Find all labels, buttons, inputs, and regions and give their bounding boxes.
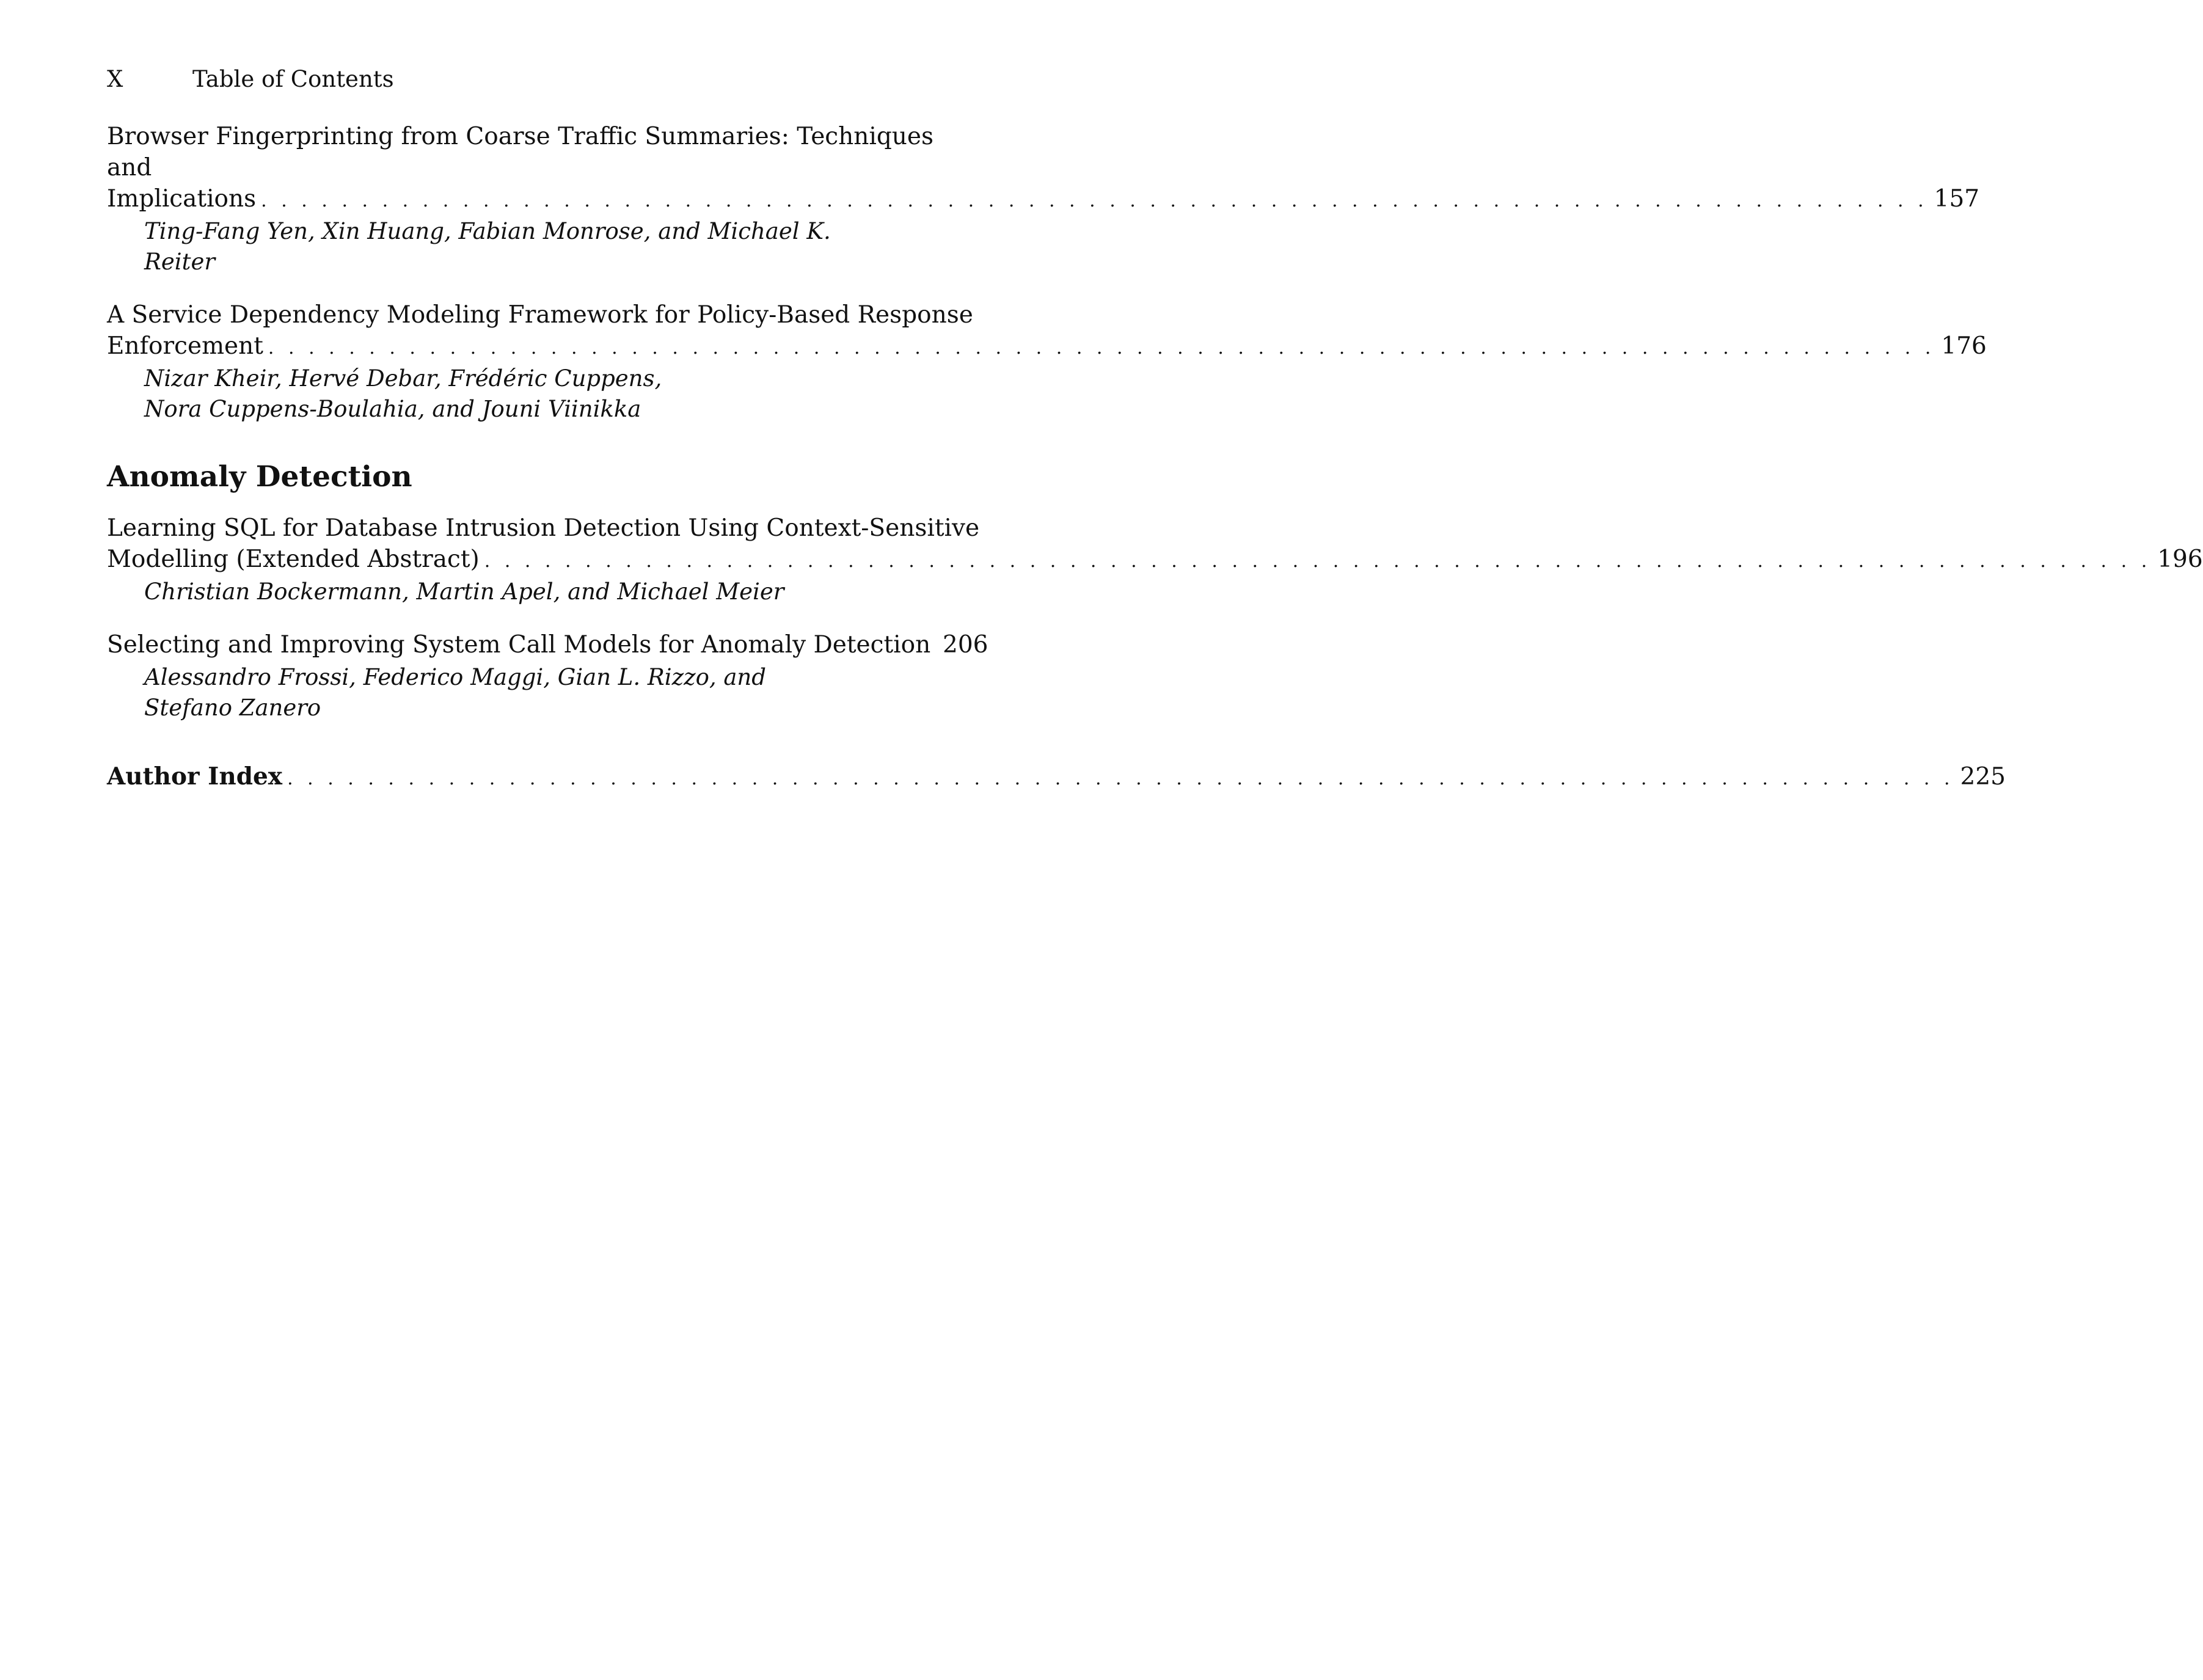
- entry-title-line: Learning SQL for Database Intrusion Detection Using Context-Sensitive: [107, 514, 980, 542]
- entry-page-number: 196: [2157, 546, 2203, 573]
- page-folio: X: [107, 66, 123, 92]
- author-index-page-number: 225: [1960, 763, 2006, 791]
- entry-title-line: A Service Dependency Modeling Framework for Policy-Based Response: [107, 301, 973, 329]
- dot-leader: . . . . . . . . . . . . . . . . . . . . . . . . . . . . . . . . . . . . . . . . . . . . . . . . . . . . . . . . . . . . . . . . . . . . . . . . . . . . . . . . . . .: [287, 768, 1954, 789]
- toc-entry[interactable]: [107, 513, 2203, 607]
- dot-leader: [935, 631, 937, 662]
- authors-line: Nizar Kheir, Hervé Debar, Frédéric Cuppens,: [144, 365, 662, 392]
- authors-line: Christian Bockermann, Martin Apel, and Michael Meier: [144, 579, 784, 605]
- author-index-entry[interactable]: [107, 761, 2006, 794]
- entry-title-end: Enforcement: [107, 332, 263, 360]
- entry-title-last-line: [107, 331, 1987, 363]
- entry-authors: [107, 577, 985, 607]
- entry-title-last-line: [107, 629, 988, 662]
- entry-title-end: Selecting and Improving System Call Models for Anomaly Detection: [107, 631, 931, 659]
- dot-leader: . . . . . . . . . . . . . . . . . . . . . . . . . . . . . . . . . . . . . . . . . . . . . . . . . . . . . . . . . . . . . . . . . . . . . . . . . . . . . . . . . . .: [261, 190, 1928, 211]
- authors-line: Ting-Fang Yen, Xin Huang, Fabian Monrose, and Michael K. Reiter: [144, 218, 831, 275]
- running-head-title: Table of Contents: [192, 66, 394, 92]
- entry-authors: [107, 216, 985, 277]
- running-head: [107, 66, 985, 93]
- dot-leader: . . . . . . . . . . . . . . . . . . . . . . . . . . . . . . . . . . . . . . . . . . . . . . . . . . . . . . . . . . . . . . . . . . . . . . . . . . . . . . . . . . .: [484, 550, 2152, 572]
- entry-title-last-line: [107, 183, 1980, 216]
- entry-title-line: Browser Fingerprinting from Coarse Traffic Summaries: Techniques and: [107, 123, 934, 181]
- dot-leader: . . . . . . . . . . . . . . . . . . . . . . . . . . . . . . . . . . . . . . . . . . . . . . . . . . . . . . . . . . . . . . . . . . . . . . . . . . . . . . . . . . .: [268, 337, 1935, 359]
- author-index-label: Author Index: [107, 762, 283, 791]
- entry-page-number: 157: [1934, 185, 1980, 213]
- toc-entry[interactable]: [107, 299, 1987, 425]
- entry-page-number: 206: [943, 631, 988, 659]
- section-heading: Anomaly Detection: [107, 460, 412, 494]
- authors-line: Stefano Zanero: [144, 695, 321, 721]
- toc-page: [107, 66, 2203, 794]
- entry-authors: [107, 662, 985, 723]
- entry-title-end: Implications: [107, 185, 257, 213]
- toc-entry[interactable]: [107, 629, 988, 723]
- entry-page-number: 176: [1941, 332, 1987, 360]
- authors-line: Nora Cuppens-Boulahia, and Jouni Viinikka: [144, 396, 641, 422]
- authors-line: Alessandro Frossi, Federico Maggi, Gian L. Rizzo, and: [144, 664, 766, 690]
- entry-title-last-line: [107, 544, 2203, 577]
- entry-authors: [107, 363, 985, 425]
- entry-title-end: Modelling (Extended Abstract): [107, 546, 480, 573]
- toc-entry[interactable]: [107, 121, 1980, 277]
